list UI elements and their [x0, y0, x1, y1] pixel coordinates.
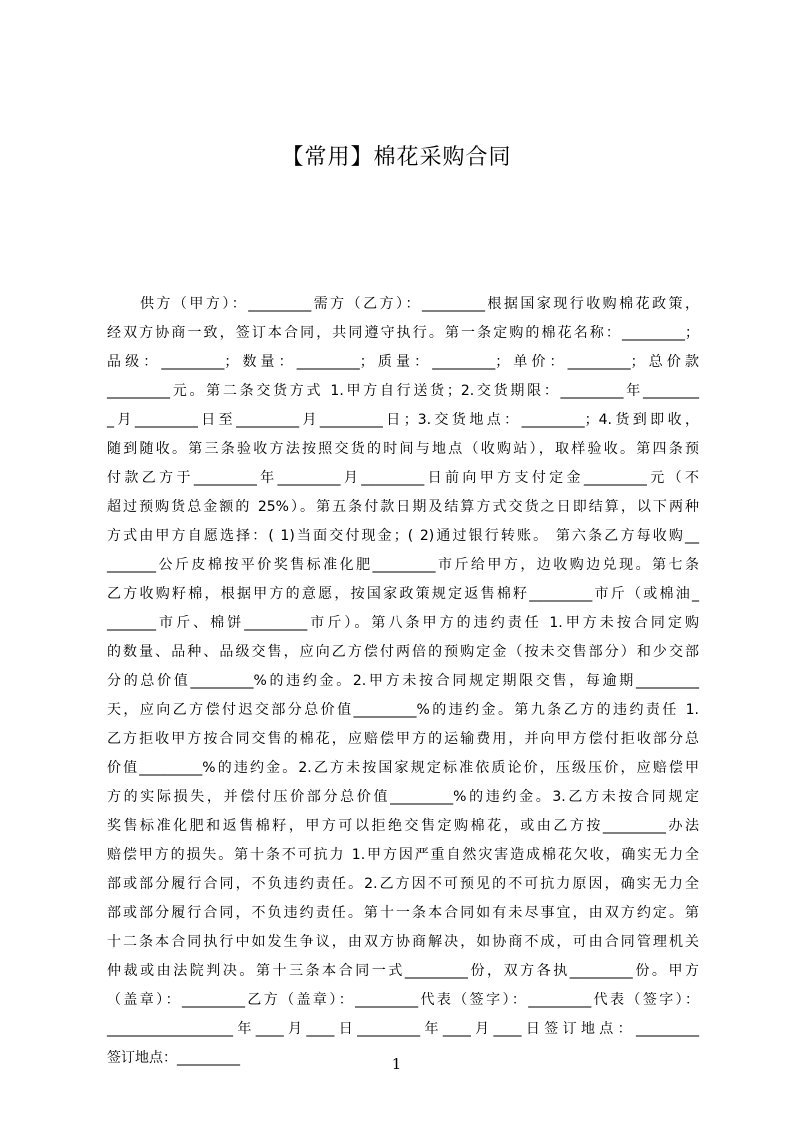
- page-number: 1: [391, 1055, 402, 1073]
- paragraph-line: 分的总价值_________%的违约金。2.甲方未按合同规定期限交售，每逾期_________: [107, 673, 699, 689]
- paragraph-line: 部或部分履行合同，不负违约责任。第十一条本合同如有未尽事宜，由双方约定。第: [107, 905, 699, 921]
- paragraph-line: _______市斤、棉饼_________市斤）。第八条甲方的违约责任 1.甲方未按合同定购: [107, 615, 699, 631]
- paragraph-line: 的数量、品种、品级交售，应向乙方偿付两倍的预购定金（按未交售部分）和少交部: [107, 644, 699, 660]
- paragraph-line: 价值_________%的违约金。2.乙方未按国家规定标准依质论价，压级压价，应赔偿甲: [107, 760, 699, 776]
- paragraph-line: 付款乙方于_________年_________月_________日前向甲方支付定金_________元（不: [107, 470, 699, 486]
- paragraph-line: 方式由甲方自愿选择：( 1)当面交付现金；( 2)通过银行转账。 第六条乙方每收购__: [107, 528, 699, 544]
- paragraph-line: 方的实际损失，并偿付压价部分总价值_________%的违约金。3.乙方未按合同规定: [107, 789, 699, 805]
- page-title: 【常用】棉花采购合同: [281, 145, 512, 170]
- paragraph-line: 乙方拒收甲方按合同交售的棉花，应赔偿甲方的运输费用，并向甲方偿付拒收部分总: [107, 731, 699, 747]
- paragraph-line: 十二条本合同执行中如发生争议，由双方协商解决，如协商不成，可由合同管理机关: [107, 934, 699, 950]
- paragraph-line: 经双方协商一致，签订本合同，共同遵守执行。第一条定购的棉花名称：_________；: [107, 325, 699, 341]
- paragraph-line: 赔偿甲方的损失。第十条不可抗力 1.甲方因严重自然灾害造成棉花欠收，确实无力全: [107, 847, 699, 863]
- paragraph-line: 供方（甲方）：_________需方（乙方）：_________根据国家现行收购棉花政策，: [140, 296, 699, 312]
- paragraph-line: 仲裁或由法院判决。第十三条本合同一式_________份，双方各执_________份。甲方: [107, 963, 699, 979]
- paragraph-line: 超过预购货总金额的 25%）。第五条付款日期及结算方式交货之日即结算，以下两种: [107, 499, 699, 515]
- paragraph-line: 部或部分履行合同，不负违约责任。2.乙方因不可预见的不可抗力原因，确实无力全: [107, 876, 699, 892]
- paragraph-line: __________________年____月____日_________年____月____日签订地点：_________: [107, 1021, 699, 1037]
- paragraph-line: 随到随收。第三条验收方法按照交货的时间与地点（收购站），取样验收。第四条预: [107, 441, 699, 457]
- paragraph-line: 乙方收购籽棉，根据甲方的意愿，按国家政策规定返售棉籽_________市斤（或棉油_: [107, 586, 699, 602]
- paragraph-line: 品级：_________；数量：_________；质量：_________；单价：_________；总价款: [107, 354, 699, 370]
- paragraph-line: _________元。第二条交货方式 1.甲方自行送货；2.交货期限：_________年________: [107, 383, 699, 399]
- paragraph-line: 天，应向乙方偿付迟交部分总价值_________%的违约金。第九条乙方的违约责任 1.: [107, 702, 699, 718]
- paragraph-line: （盖章）：_________乙方（盖章）：_________代表（签字）：_________代表（签字）：: [107, 992, 699, 1008]
- paragraph-line: _______公斤皮棉按平价奖售标准化肥_________市斤给甲方，边收购边兑现。第七条: [107, 557, 699, 573]
- contract-body: [107, 290, 699, 1066]
- paragraph-line: 签订地点：_________: [107, 1050, 240, 1066]
- paragraph-line: 奖售标准化肥和返售棉籽，甲方可以拒绝交售定购棉花，或由乙方按_________办法: [107, 818, 699, 834]
- paragraph-line: _月_________日至_________月_________日；3.交货地点：_________；4.货到即收，: [107, 412, 699, 428]
